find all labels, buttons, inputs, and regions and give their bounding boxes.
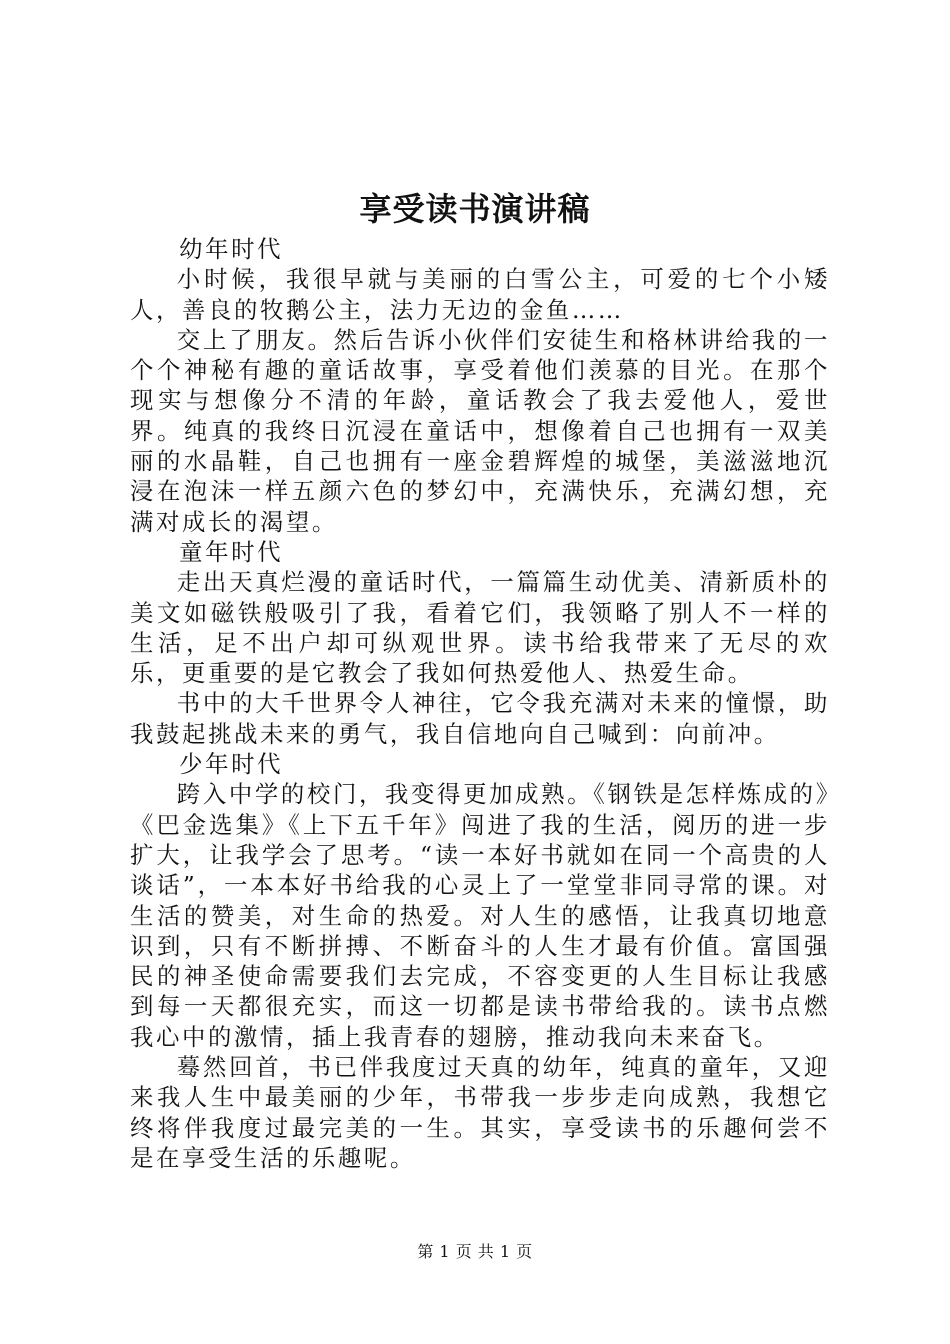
body-paragraph: 交上了朋友。然后告诉小伙伴们安徒生和格林讲给我的一个个神秘有趣的童话故事，享受着他们羡慕的目光。在那个现实与想像分不清的年龄，童话教会了我去爱他人，爱世界。纯真的我终日沉浸在童话中，想像着自己也拥有一双美丽的水晶鞋，自己也拥有一座金碧辉煌的城堡，美滋滋地沉浸在泡沫一样五颜六色的梦幻中，充满快乐，充满幻想，充满对成长的渴望。 [130,325,830,536]
document-title: 享受读书演讲稿 [359,190,591,228]
body-paragraph: 跨入中学的校门，我变得更加成熟。《钢铁是怎样炼成的》《巴金选集》《上下五千年》闯进了我的生活，阅历的进一步扩大，让我学会了思考。“读一本好书就如在同一个高贵的人谈话”，一本本好书给我的心灵上了一堂堂非同寻常的课。对生活的赞美，对生命的热爱。对人生的感悟，让我真切地意识到，只有不断拼搏、不断奋斗的人生才最有价值。富国强民的神圣使命需要我们去完成，不容变更的人生目标让我感到每一天都很充实，而这一切都是读书带给我的。读书点燃我心中的激情，插上我青春的翅膀，推动我向未来奋飞。 [130,780,830,1051]
document-body [130,234,830,1173]
page-number-footer: 第 1 页 共 1 页 [417,1242,533,1261]
body-paragraph: 书中的大千世界令人神往，它令我充满对未来的憧憬，助我鼓起挑战未来的勇气，我自信地向自己喊到：向前冲。 [130,689,830,748]
section-heading: 幼年时代 [179,235,284,263]
section-heading: 少年时代 [179,750,284,779]
body-paragraph: 走出天真烂漫的童话时代，一篇篇生动优美、清新质朴的美文如磁铁般吸引了我，看着它们，我领略了别人不一样的生活，足不出户却可纵观世界。读书给我带来了无尽的欢乐，更重要的是它教会了我如何热爱他人、热爱生命。 [130,568,830,688]
body-paragraph: 小时候，我很早就与美丽的白雪公主，可爱的七个小矮人，善良的牧鹅公主，法力无边的金鱼…… [130,265,830,324]
section-heading: 童年时代 [179,537,284,566]
body-paragraph: 蓦然回首，书已伴我度过天真的幼年，纯真的童年，又迎来我人生中最美丽的少年，书带我一步步走向成熟，我想它终将伴我度过最完美的一生。其实，享受读书的乐趣何尝不是在享受生活的乐趣呢。 [130,1053,830,1172]
